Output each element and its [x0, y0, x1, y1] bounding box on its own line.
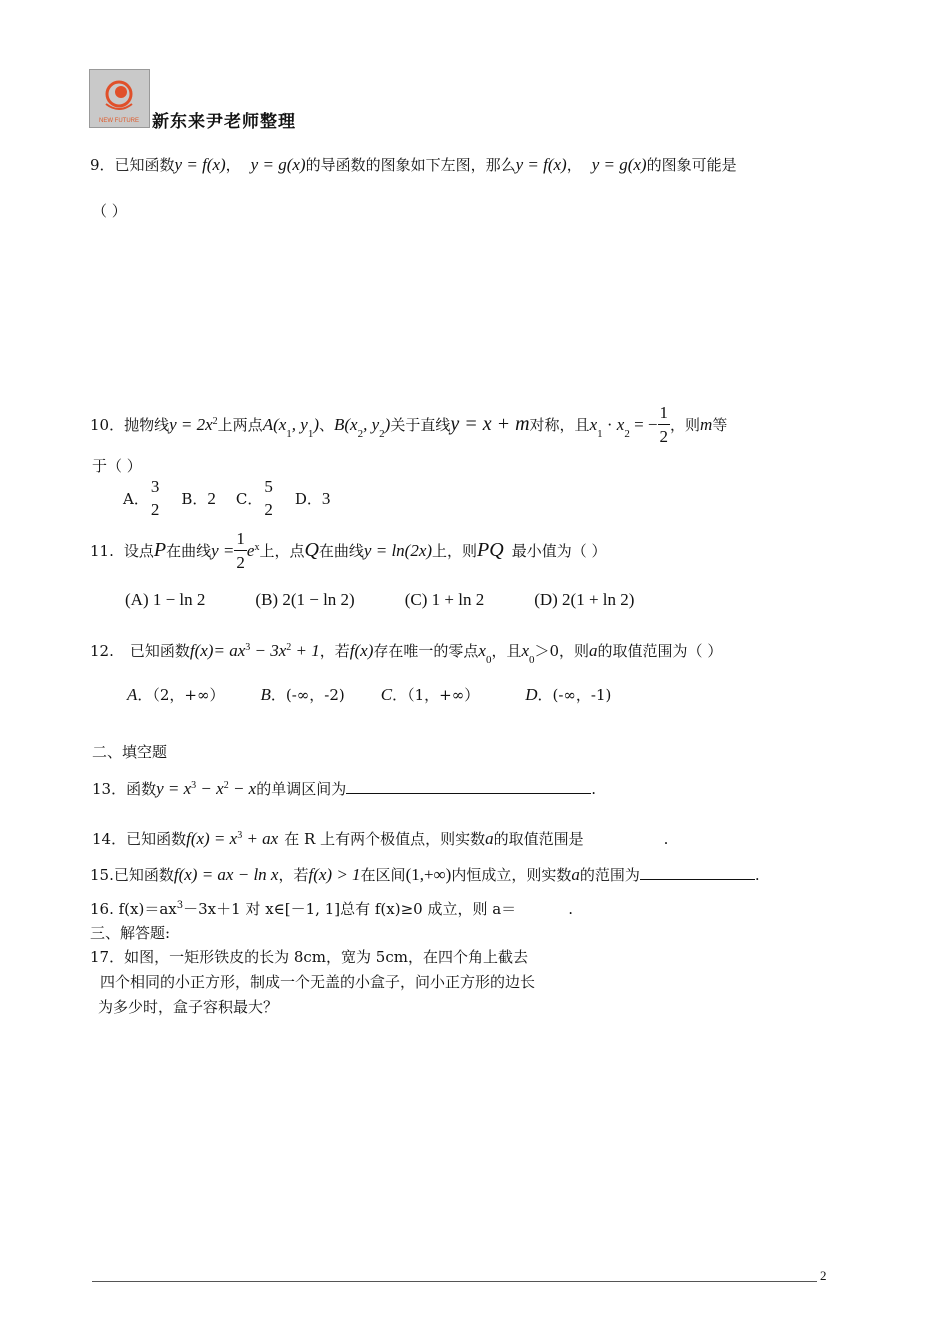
q15-func: f(x) = ax − ln x [173, 865, 279, 884]
q9-g2: y = g(x) [591, 155, 647, 174]
q17-line-3: 为多少时，盒子容积最大？ [98, 998, 279, 1016]
q11-options [125, 590, 634, 610]
q10-option-a: A． 3 2 [123, 477, 160, 519]
question-11 [90, 530, 607, 571]
q11-option-c: (C) 1 + ln 2 [404, 590, 485, 609]
q10-text-3: 、 [319, 416, 335, 434]
q11-option-a: (A) 1 − ln 2 [125, 590, 206, 609]
q16-end: . [568, 900, 573, 918]
q15-text-5: 的范围为 [579, 866, 640, 884]
q11-num: 11. [90, 541, 114, 560]
question-9 [90, 154, 737, 175]
q12-text-4: ，且 [491, 642, 522, 660]
q10-text-2: 上两点 [217, 416, 263, 434]
q10-product: $x_1 \cdot x_2$ = − [589, 414, 658, 440]
q10-text-1: ．抛物线 [109, 416, 170, 434]
logo-emblem-icon [90, 70, 149, 127]
q13-text-1: 13．函数 [92, 780, 157, 798]
logo-text: NEW FUTURE [99, 118, 139, 124]
q12-text-6: 的取值范围为（ ） [597, 642, 723, 660]
logo [89, 69, 150, 128]
q10-text-6: ，则 [670, 416, 701, 434]
page-number: 2 [820, 1268, 827, 1283]
q17-line-1: 17．如图，一矩形铁皮的长为 8cm，宽为 5cm，在四个角上截去 [90, 948, 528, 966]
q10-text-5: 对称，且 [529, 416, 590, 434]
q12-a: a [589, 641, 598, 660]
q9-suffix: 的图象可能是 [646, 156, 737, 174]
q12-option-b: B．(-∞，-2) [260, 685, 345, 704]
q11-text-1: 设点 [123, 542, 154, 560]
q12-option-a: A．（2，+∞） [127, 685, 225, 704]
q11-y-eq: y = [211, 540, 235, 560]
q12-option-c: C．（1，+∞） [380, 685, 480, 704]
q13-end: . [591, 780, 597, 798]
q12-x0b: $x_0$ [521, 641, 535, 666]
header-title: 新东来尹老师整理 [152, 112, 296, 132]
q13-func: $y = x^3 - x^2 - x$ [156, 779, 257, 798]
q11-q: Q [304, 539, 319, 561]
q15-text-4: 内恒成立，则实数 [451, 866, 572, 884]
q12-text-1: 已知函数 [129, 642, 190, 660]
q15-a: a [571, 865, 580, 884]
q16-sup: 3 [176, 900, 184, 911]
q11-text-3: 上，点 [259, 542, 305, 560]
q14-end: . [663, 830, 669, 848]
q9-middle: 的导函数的图象如下左图，那么 [305, 156, 516, 174]
q12-options [127, 684, 611, 705]
section-2-heading: 二、填空题 [92, 743, 168, 761]
q15-cond: f(x) > 1 [308, 865, 361, 884]
question-12 [90, 640, 723, 666]
q14-a: a [485, 829, 494, 848]
q11-option-d: (D) 2(1 + ln 2) [534, 590, 635, 609]
q16-text-1: 16. f(x)＝ax [90, 900, 177, 918]
q14-text-3: 的取值范围是 [493, 830, 584, 848]
q15-text-2: ，若 [278, 866, 309, 884]
q15-text-1: 15.已知函数 [90, 866, 174, 884]
q9-g1: y = g(x) [250, 155, 306, 174]
q10-line: y = x + m [450, 413, 530, 435]
q12-text-5: ＞0，则 [534, 642, 590, 660]
q10-m: m [700, 414, 713, 434]
q13-answer-blank[interactable] [346, 779, 591, 794]
q15-end: . [754, 866, 760, 884]
q12-x0: $x_0$ [478, 641, 492, 666]
q10-option-b: B．2 [181, 488, 216, 508]
q11-option-b: (B) 2(1 − ln 2) [255, 590, 355, 609]
q11-text-6: 最小值为（ ） [511, 542, 607, 560]
q17-line-2: 四个相同的小正方形，制成一个无盖的小盒子，问小正方形的边长 [100, 973, 536, 991]
footer-rule [92, 1281, 817, 1282]
q9-f1: y = f(x) [174, 155, 226, 174]
q14-func: $f(x) = x^3$ + ax [186, 829, 279, 848]
q9-answer-paren: （ ） [92, 202, 127, 220]
q14-text-2: 在 R 上有两个极值点，则实数 [284, 830, 486, 848]
q11-fraction: $\frac{1}{2}$ [236, 529, 245, 572]
q11-curve: y = ln(2x) [363, 540, 433, 560]
question-13 [92, 778, 596, 799]
q10-options [123, 478, 330, 518]
q10-fraction: $\frac{1}{2}$ [659, 403, 669, 446]
q15-text-3: 在区间 [360, 866, 406, 884]
q11-p: P [153, 539, 167, 561]
q15-interval: (1,+∞) [405, 865, 452, 884]
q10-num: 10 [90, 415, 110, 434]
q13-text-2: 的单调区间为 [256, 780, 347, 798]
q10-option-d: D．3 [294, 488, 331, 508]
q12-option-d: D．(-∞，-1) [525, 685, 612, 704]
q10-option-c: C． 5 2 [235, 477, 273, 519]
q10-line2: 于（ ） [92, 457, 142, 475]
q10-text-4: 关于直线 [390, 416, 451, 434]
q11-text-4: 在曲线 [318, 542, 364, 560]
question-16 [90, 898, 573, 919]
q11-text-2: 在曲线 [166, 542, 212, 560]
q12-text-3: 存在唯一的零点 [373, 642, 479, 660]
q9-f2: y = f(x) [515, 155, 567, 174]
q10-point-a: $A(x_1$, $y_1$) [262, 414, 319, 440]
q10-parabola: $y = 2x^2$ [169, 414, 218, 434]
q10-text-7: 等 [712, 416, 728, 434]
section-3-heading: 三、解答题: [90, 924, 171, 942]
question-10 [90, 404, 727, 445]
q12-text-2: ，若 [319, 642, 350, 660]
question-15 [90, 864, 760, 885]
question-14 [92, 828, 668, 849]
q12-func: $f(x)= ax^3 - 3x^2 + 1$ [189, 641, 320, 660]
q9-sep2: ， [566, 156, 582, 174]
q11-exp: $e^x$ [246, 540, 260, 560]
q11-text-5: 上，则 [432, 542, 478, 560]
q9-sep1: ， [225, 156, 241, 174]
q9-prefix: 9．已知函数 [90, 156, 175, 174]
q16-text-2: －3x＋1 对 x∈[－1, 1]总有 f(x)≥0 成立，则 a＝ [183, 900, 517, 918]
q14-text-1: 14．已知函数 [92, 830, 187, 848]
q11-pq: PQ [477, 539, 504, 561]
q12-num: 12. [90, 642, 114, 660]
q12-f2: f(x) [349, 641, 374, 660]
q15-answer-blank[interactable] [640, 865, 755, 880]
q10-point-b: $B(x_2$, $y_2$) [334, 414, 391, 440]
